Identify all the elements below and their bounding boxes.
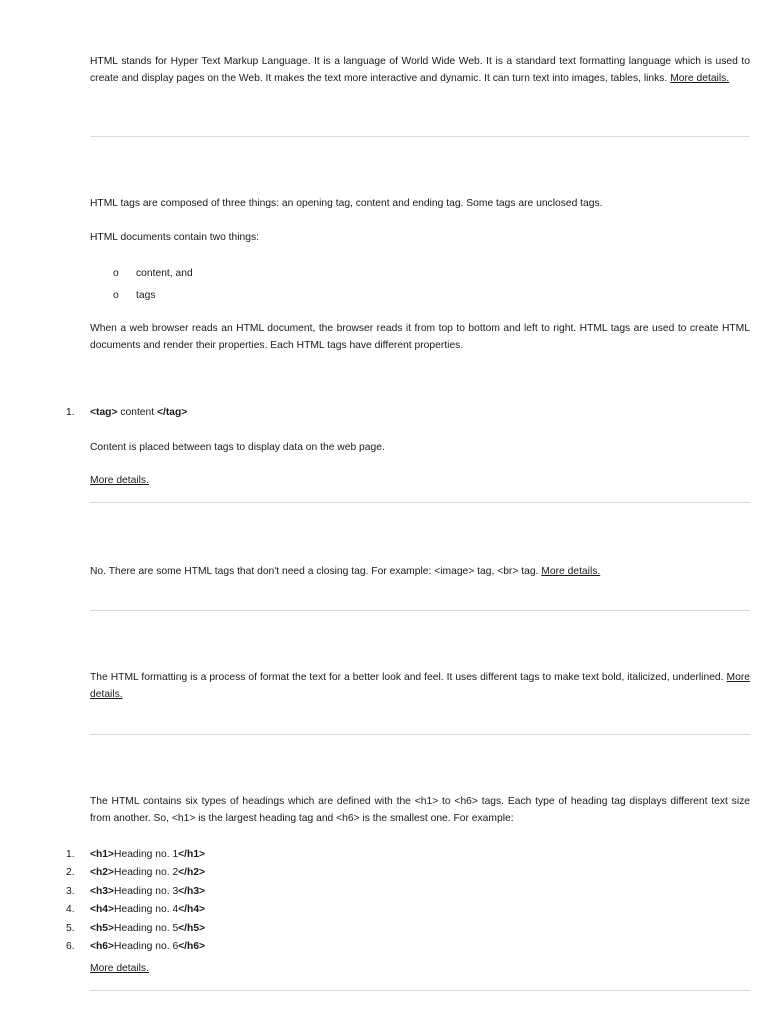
open-tag: <h1> — [90, 849, 115, 860]
bullet-icon: o — [113, 268, 119, 279]
close-tag: </h3> — [178, 885, 206, 897]
close-tag: </tag> — [156, 407, 188, 418]
paragraph-closing-tags — [90, 563, 750, 580]
paragraph-text: HTML stands for Hyper Text Markup Language. It is a language of World Wide Web. It is a standard text formatting language which is used to create and display pages on the Web. It makes the text more interactive and dynamic. It can turn text into images, tables, links. — [90, 56, 750, 84]
close-tag: </h6> — [178, 941, 206, 952]
open-tag: <h6> — [90, 941, 115, 952]
close-tag: </h4> — [178, 904, 206, 916]
more-details-link[interactable]: More details. — [541, 566, 601, 577]
close-tag: </h5> — [178, 922, 206, 934]
paragraph-content: Content is placed between tags to display data on the web page. — [90, 442, 385, 453]
more-details-link[interactable]: More details. — [90, 963, 149, 974]
more-details-link[interactable]: More details. — [90, 672, 750, 700]
list-number: 6. — [66, 941, 75, 952]
heading-list-item — [0, 846, 768, 864]
close-tag: </h1> — [178, 849, 206, 860]
list-number: 2. — [66, 867, 75, 879]
list-number: 1. — [66, 407, 75, 418]
heading-list-item — [0, 901, 768, 919]
list-number: 5. — [66, 922, 75, 934]
more-details-link[interactable]: More details. — [90, 475, 149, 486]
divider — [90, 610, 750, 611]
tag-content: content — [117, 407, 157, 418]
heading-list-item — [0, 920, 768, 938]
bullet-text: tags — [136, 290, 156, 301]
list-number: 4. — [66, 904, 75, 916]
paragraph-tags: HTML tags are composed of three things: an opening tag, content and ending tag. Some tags are unclosed tags. — [90, 198, 603, 209]
heading-text: Heading no. 3 — [114, 885, 179, 897]
list-number: 1. — [66, 849, 75, 860]
heading-list-item — [0, 883, 768, 901]
divider — [90, 734, 750, 735]
divider — [90, 136, 750, 137]
divider — [90, 990, 750, 991]
bullet-text: content, and — [136, 268, 193, 279]
heading-list-item — [0, 938, 768, 956]
heading-text: Heading no. 2 — [114, 867, 179, 879]
more-details-link[interactable]: More details. — [670, 73, 730, 84]
tag-list-item — [0, 404, 768, 422]
bullet-icon: o — [113, 290, 119, 301]
divider — [90, 502, 750, 503]
heading-text: Heading no. 6 — [114, 941, 179, 952]
open-tag: <h3> — [90, 885, 115, 897]
heading-text: Heading no. 4 — [114, 904, 179, 916]
paragraph-documents: HTML documents contain two things: — [90, 232, 260, 243]
heading-list-item — [0, 864, 768, 882]
open-tag: <h5> — [90, 922, 115, 934]
open-tag: <h2> — [90, 867, 115, 879]
open-tag: <tag> — [90, 407, 118, 418]
close-tag: </h2> — [178, 867, 206, 879]
heading-text: Heading no. 5 — [114, 922, 179, 934]
paragraph-headings: The HTML contains six types of headings which are defined with the <h1> to <h6> tags. Each type of heading tag displays different text size from another. So, <h1> is the largest heading tag and <h6> is the smallest one. For example: — [90, 796, 750, 824]
heading-text: Heading no. 1 — [114, 849, 179, 860]
paragraph-browser: When a web browser reads an HTML document, the browser reads it from top to bottom and left to right. HTML tags are used to create HTML documents and render their properties. Each HTML tags have different properties. — [90, 323, 750, 351]
bullet-item — [0, 287, 768, 305]
paragraph-html-definition — [90, 53, 750, 87]
paragraph-formatting — [90, 669, 750, 703]
list-number: 3. — [66, 885, 75, 897]
paragraph-text: The HTML formatting is a process of format the text for a better look and feel. It uses different tags to make text bold, italicized, underlined. — [90, 672, 724, 683]
open-tag: <h4> — [90, 904, 115, 916]
paragraph-text: No. There are some HTML tags that don't need a closing tag. For example: <image> tag, <br> tag. — [90, 566, 539, 577]
bullet-item — [0, 265, 768, 283]
